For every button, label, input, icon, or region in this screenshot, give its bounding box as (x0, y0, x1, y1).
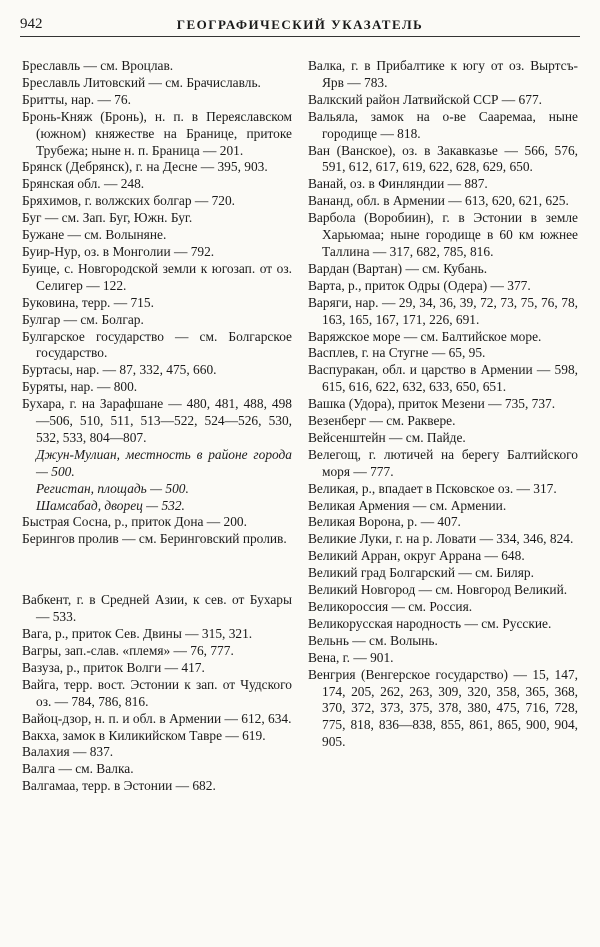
index-entry: Вазуза, р., приток Волги — 417. (22, 659, 205, 675)
index-subentry: Шамсабад, дворец — 532. (36, 497, 185, 513)
index-entry: Брянск (Дебрянск), г. на Десне — 395, 903. (22, 159, 268, 175)
index-entry: Велегощ, г. лютичей на берегу Балтийского моря — 777. (308, 446, 578, 479)
index-entry: Вена, г. — 901. (308, 649, 394, 665)
index-entry: Бужане — см. Волыняне. (22, 227, 167, 243)
index-entry: Бритты, нар. — 76. (22, 91, 131, 107)
index-entry: Вабкент, г. в Средней Азии, к сев. от Бухары — 533. (22, 592, 292, 625)
right-column (308, 58, 578, 751)
page-header (20, 14, 580, 37)
index-entry: Великорусская народность — см. Русские. (308, 615, 552, 631)
index-entry: Великий Новгород — см. Новгород Великий. (308, 582, 568, 598)
index-entry: Буице, с. Новгородской земли к югозап. от оз. Селигер — 122. (22, 260, 292, 293)
index-entry: Васпуракан, обл. и царство в Армении — 598, 615, 616, 622, 632, 633, 650, 651. (308, 362, 578, 395)
index-subentry: Джун-Мулиан, местность в районе города — 500. (36, 446, 292, 479)
running-title: ГЕОГРАФИЧЕСКИЙ УКАЗАТЕЛЬ (176, 17, 424, 32)
index-entry: Ванай, оз. в Финляндии — 887. (308, 176, 488, 192)
index-entry: Бронь-Княж (Бронь), н. п. в Переяславском (южном) княжестве на Бранице, притоке Трубежа; ныне н. п. Браница — 201. (22, 108, 292, 158)
index-entry: Великая Армения — см. Армении. (308, 497, 507, 513)
index-entry: Великая Ворона, р. — 407. (308, 514, 461, 530)
letter-section-gap (22, 548, 292, 592)
index-entry: Буковина, терр. — 715. (22, 294, 154, 310)
index-entry: Буир-Нур, оз. в Монголии — 792. (22, 243, 215, 259)
index-entry: Вагры, зап.-слав. «племя» — 76, 777. (22, 643, 234, 658)
index-entry: Вейсенштейн — см. Пайде. (308, 429, 466, 445)
index-entry: Великий град Болгарский — см. Биляр. (308, 565, 534, 581)
index-entry: Варяжское море — см. Балтийское море. (308, 328, 542, 344)
index-entry: Великороссия — см. Россия. (308, 599, 473, 614)
index-entry: Вайга, терр. вост. Эстонии к зап. от Чудского оз. — 784, 786, 816. (22, 676, 292, 709)
index-entry: Буг — см. Зап. Буг, Южн. Буг. (22, 210, 193, 226)
index-entry: Великие Луки, г. на р. Ловати — 334, 346, 824. (308, 531, 574, 547)
index-entry: Бряхимов, г. волжских болгар — 720. (22, 193, 236, 209)
index-entry: Великая, р., впадает в Псковское оз. — 317. (308, 480, 557, 496)
index-entry: Варяги, нар. — 29, 34, 36, 39, 72, 73, 75, 76, 78, 163, 165, 167, 171, 226, 691. (308, 294, 578, 327)
index-entry: Бреславль — см. Вроцлав. (22, 58, 174, 73)
index-entry: Васплев, г. на Стугне — 65, 95. (308, 345, 486, 361)
index-entry: Варта, р., приток Одры (Одера) — 377. (308, 277, 531, 293)
index-entry: Быстрая Сосна, р., приток Дона — 200. (22, 514, 247, 530)
index-entry: Вага, р., приток Сев. Двины — 315, 321. (22, 626, 253, 642)
index-entry: Буряты, нар. — 800. (22, 379, 138, 395)
page-number: 942 (20, 16, 43, 32)
index-entry: Валка, г. в Прибалтике к югу от оз. Выртсъ-Ярв — 783. (308, 58, 578, 90)
index-entry: Валгамаа, терр. в Эстонии — 682. (22, 778, 216, 794)
index-entry: Варбола (Воробиин), г. в Эстонии в земле Харьюмаа; ныне городище в 60 км южнее Таллина — 317, 682, 785, 816. (308, 210, 578, 259)
index-entry: Вашка (Удора), приток Мезени — 735, 737. (308, 396, 556, 412)
index-entry: Буртасы, нар. — 87, 332, 475, 660. (22, 362, 217, 378)
index-entry: Венгрия (Венгерское государство) — 15, 147, 174, 205, 262, 263, 309, 320, 358, 365, 368, 370, 372, 373, 375, 378, 380, 475, 716, 728, 775, 818, 836—838, 855, 861, 865, 900, 904, 905. (308, 666, 578, 750)
index-entry: Вальяла, замок на о-ве Сааремаа, ныне городище — 818. (308, 108, 578, 141)
index-entry: Булгарское государство — см. Болгарское государство. (22, 328, 292, 361)
index-entry: Валга — см. Валка. (22, 761, 134, 777)
index-entry: Вардан (Вартан) — см. Кубань. (308, 260, 488, 276)
index-entry: Валахия — 837. (22, 744, 114, 760)
index-entry: Бреславль Литовский — см. Брачиславль. (22, 74, 261, 90)
index-subentry: Регистан, площадь — 500. (36, 480, 189, 496)
left-column (22, 58, 292, 795)
index-entry: Великий Арран, округ Аррана — 648. (308, 548, 525, 564)
index-entry: Брянская обл. — 248. (22, 176, 145, 192)
index-entry: Везенберг — см. Раквере. (308, 413, 456, 429)
index-entry: Вакха, замок в Киликийском Тавре — 619. (22, 727, 266, 743)
index-entry: Булгар — см. Болгар. (22, 311, 144, 327)
index-entry: Валкский район Латвийской ССР — 677. (308, 91, 542, 107)
index-entry: Вельнь — см. Волынь. (308, 632, 438, 648)
index-entry: Вайоц-дзор, н. п. и обл. в Армении — 612, 634. (22, 710, 292, 726)
index-entry: Ван (Ванское), оз. в Закавказье — 566, 576, 591, 612, 617, 619, 622, 628, 629, 650. (308, 142, 578, 175)
index-entry: Вананд, обл. в Армении — 613, 620, 621, 625. (308, 193, 569, 209)
index-entry: Бухара, г. на Зарафшане — 480, 481, 488, 498—506, 510, 511, 513—522, 524—526, 530, 532, 533, 804—807. (22, 396, 292, 445)
index-entry: Берингов пролив — см. Беринговский пролив. (22, 531, 287, 547)
